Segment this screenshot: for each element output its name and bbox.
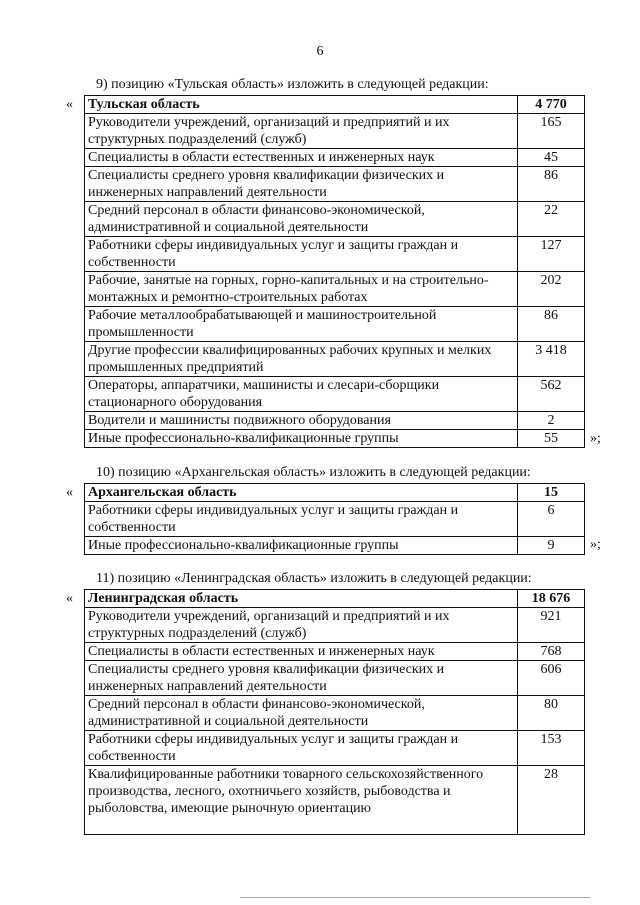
row-value: 562 (518, 377, 585, 412)
row-label: Руководители учреждений, организаций и предприятий и их структурных подразделений (служб) (85, 114, 518, 149)
region-table (84, 95, 585, 448)
row-value: 86 (518, 167, 585, 202)
table-row (85, 377, 585, 412)
row-value: 3 418 (518, 342, 585, 377)
row-label: Руководители учреждений, организаций и предприятий и их структурных подразделений (служб) (85, 608, 518, 643)
table-row (85, 537, 585, 555)
table-row (85, 608, 585, 643)
table-row (85, 661, 585, 696)
row-label: Специалисты в области естественных и инженерных наук (85, 643, 518, 661)
row-label: Специалисты среднего уровня квалификации физических и инженерных направлений деятельности (85, 661, 518, 696)
row-value: 202 (518, 272, 585, 307)
row-value: 80 (518, 696, 585, 731)
row-label: Средний персонал в области финансово-экономической, административной и социальной деятельности (85, 696, 518, 731)
row-value: 9 (518, 537, 585, 555)
row-value: 6 (518, 502, 585, 537)
row-value: 2 (518, 412, 585, 430)
row-value: 45 (518, 149, 585, 167)
row-label: Операторы, аппаратчики, машинисты и слесари-сборщики стационарного оборудования (85, 377, 518, 412)
row-label: Работники сферы индивидуальных услуг и защиты граждан и собственности (85, 237, 518, 272)
row-value: 153 (518, 731, 585, 766)
row-label: Специалисты среднего уровня квалификации физических и инженерных направлений деятельности (85, 167, 518, 202)
table-header-row (85, 96, 585, 114)
row-value: 768 (518, 643, 585, 661)
region-total: 18 676 (518, 590, 585, 608)
open-quote: « (66, 485, 73, 500)
row-label: Специалисты в области естественных и инженерных наук (85, 149, 518, 167)
section-intro: 9) позицию «Тульская область» изложить в следующей редакции: (96, 77, 489, 92)
scan-edge-line (240, 897, 590, 898)
table-header-row (85, 590, 585, 608)
table-row (85, 114, 585, 149)
close-quote: »; (590, 431, 601, 446)
row-value: 921 (518, 608, 585, 643)
table-row (85, 342, 585, 377)
open-quote: « (66, 591, 73, 606)
table-row (85, 149, 585, 167)
row-value: 22 (518, 202, 585, 237)
row-label: Работники сферы индивидуальных услуг и защиты граждан и собственности (85, 502, 518, 537)
region-name: Ленинградская область (85, 590, 518, 608)
table-row (85, 696, 585, 731)
close-quote: »; (590, 537, 601, 552)
table-row (85, 272, 585, 307)
region-total: 4 770 (518, 96, 585, 114)
open-quote: « (66, 97, 73, 112)
row-label: Водители и машинисты подвижного оборудования (85, 412, 518, 430)
row-value: 55 (518, 430, 585, 448)
row-value: 165 (518, 114, 585, 149)
row-label: Иные профессионально-квалификационные группы (85, 537, 518, 555)
region-total: 15 (518, 484, 585, 502)
table-row (85, 766, 585, 835)
table-row (85, 412, 585, 430)
table-row (85, 643, 585, 661)
table-row (85, 202, 585, 237)
row-value: 127 (518, 237, 585, 272)
table-row (85, 430, 585, 448)
section-intro: 11) позицию «Ленинградская область» изложить в следующей редакции: (96, 571, 532, 586)
table-row (85, 307, 585, 342)
row-label: Иные профессионально-квалификационные группы (85, 430, 518, 448)
row-label: Средний персонал в области финансово-экономической, административной и социальной деятельности (85, 202, 518, 237)
table-row (85, 502, 585, 537)
table-header-row (85, 484, 585, 502)
row-value: 28 (518, 766, 585, 835)
region-table (84, 589, 585, 835)
row-value: 86 (518, 307, 585, 342)
row-label: Рабочие, занятые на горных, горно-капитальных и на строительно-монтажных и ремонтно-строительных работах (85, 272, 518, 307)
section-intro: 10) позицию «Архангельская область» изложить в следующей редакции: (96, 465, 531, 480)
page-number: 6 (316, 44, 324, 59)
row-label: Работники сферы индивидуальных услуг и защиты граждан и собственности (85, 731, 518, 766)
row-label: Рабочие металлообрабатывающей и машиностроительной промышленности (85, 307, 518, 342)
table-row (85, 237, 585, 272)
region-name: Тульская область (85, 96, 518, 114)
table-row (85, 731, 585, 766)
row-label: Другие профессии квалифицированных рабочих крупных и мелких промышленных предприятий (85, 342, 518, 377)
row-value: 606 (518, 661, 585, 696)
region-table (84, 483, 585, 555)
table-row (85, 167, 585, 202)
region-name: Архангельская область (85, 484, 518, 502)
row-label: Квалифицированные работники товарного сельскохозяйственного производства, лесного, охотничьего хозяйств, рыбоводства и рыболовства, имеющие рыночную ориентацию (85, 766, 518, 835)
